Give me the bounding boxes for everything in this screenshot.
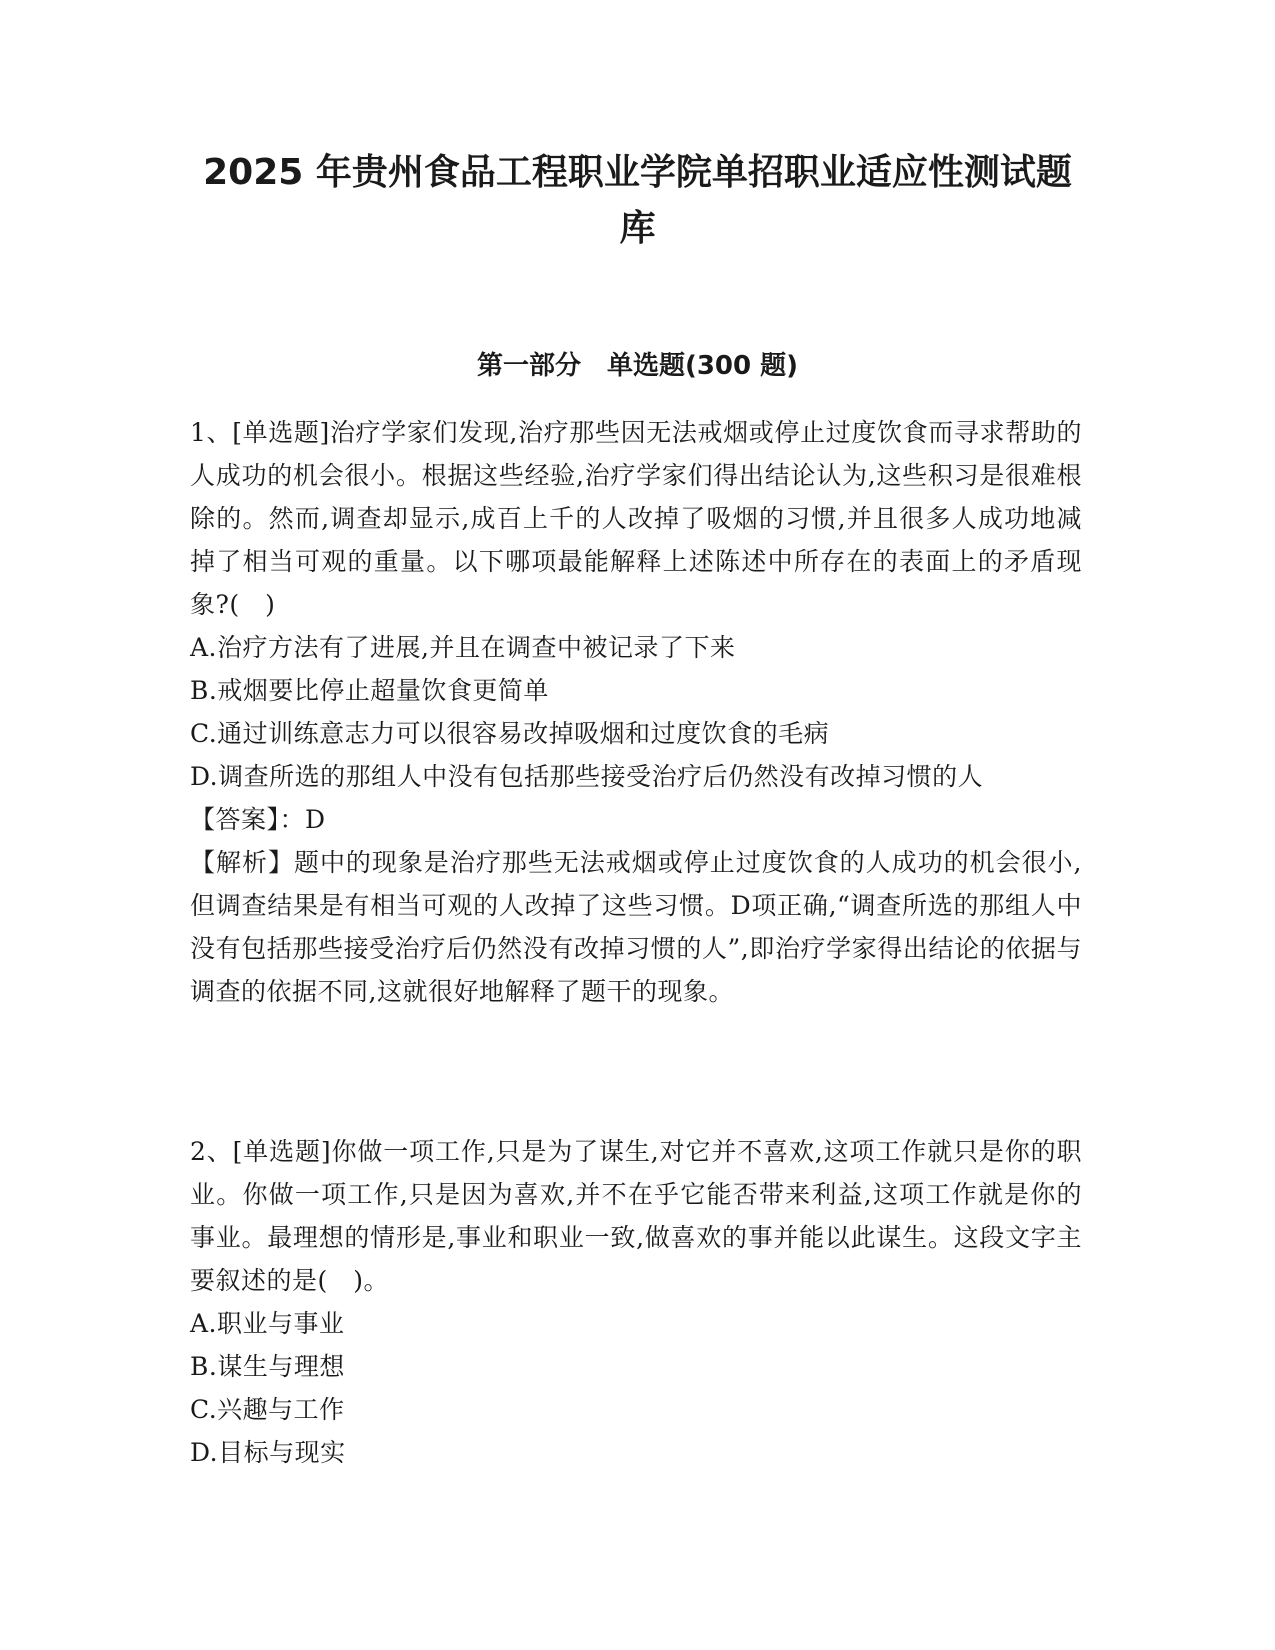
option-d: D.目标与现实	[190, 1438, 346, 1467]
question-2	[190, 1130, 1082, 1474]
section-heading: 第一部分 单选题(300 题)	[476, 351, 799, 381]
analysis-label: 【解析】	[190, 848, 294, 877]
option-b: B.戒烟要比停止超量饮食更简单	[190, 676, 549, 705]
option-d: D.调查所选的那组人中没有包括那些接受治疗后仍然没有改掉习惯的人	[190, 762, 984, 791]
title-line-2: 库	[619, 208, 656, 249]
option-b: B.谋生与理想	[190, 1352, 345, 1381]
question-stem: 1、[单选题]治疗学家们发现,治疗那些因无法戒烟或停止过度饮食而寻求帮助的人成功的机会很小。根据这些经验,治疗学家们得出结论认为,这些积习是很难根除的。然而,调查却显示,成百上千的人改掉了吸烟的习惯,并且很多人成功地减掉了相当可观的重量。以下哪项最能解释上述陈述中所存在的表面上的矛盾现象?( )	[190, 418, 1082, 619]
analysis-text: 题中的现象是治疗那些无法戒烟或停止过度饮食的人成功的机会很小,但调查结果是有相当可观的人改掉了这些习惯。D项正确,“调查所选的那组人中没有包括那些接受治疗后仍然没有改掉习惯的人”,即治疗学家得出结论的依据与调查的依据不同,这就很好地解释了题干的现象。	[190, 848, 1082, 1006]
question-stem: 2、[单选题]你做一项工作,只是为了谋生,对它并不喜欢,这项工作就只是你的职业。你做一项工作,只是因为喜欢,并不在乎它能否带来利益,这项工作就是你的事业。最理想的情形是,事业和职业一致,做喜欢的事并能以此谋生。这段文字主要叙述的是( )。	[190, 1137, 1082, 1295]
option-c: C.通过训练意志力可以很容易改掉吸烟和过度饮食的毛病	[190, 719, 830, 748]
option-c: C.兴趣与工作	[190, 1395, 345, 1424]
answer-value: ：D	[279, 805, 326, 834]
option-a: A.职业与事业	[190, 1309, 345, 1338]
answer-line	[190, 798, 1082, 841]
question-1	[190, 411, 1082, 1013]
title-line-1: 2025 年贵州食品工程职业学院单招职业适应性测试题	[203, 152, 1072, 193]
analysis-paragraph	[190, 841, 1082, 1013]
answer-label: 【答案】	[190, 805, 280, 834]
document-title	[170, 145, 1105, 257]
option-a: A.治疗方法有了进展,并且在调查中被记录了下来	[190, 633, 736, 662]
